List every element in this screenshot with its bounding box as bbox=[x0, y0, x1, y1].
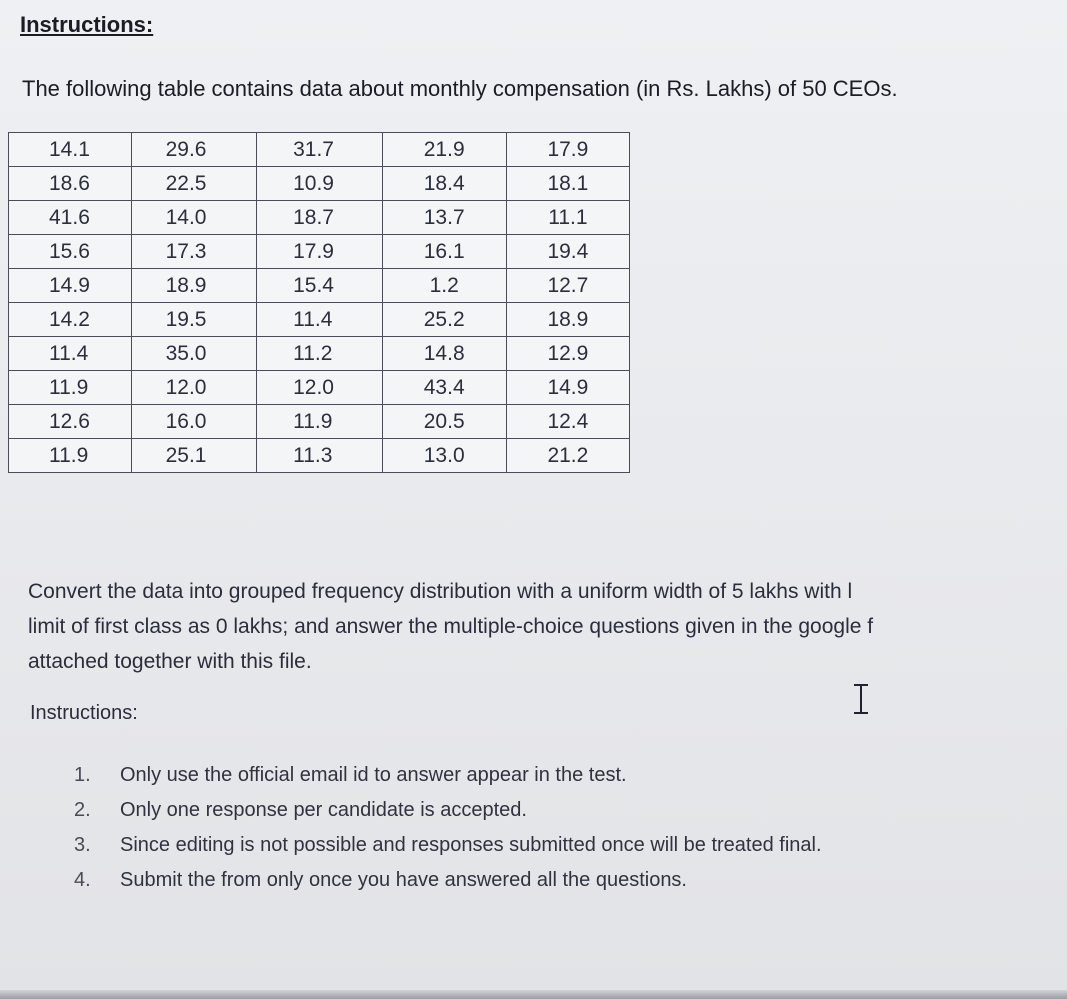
paragraph-line: attached together with this file. bbox=[28, 650, 312, 673]
table-row bbox=[9, 439, 630, 473]
table-cell: 18.9 bbox=[131, 269, 257, 303]
intro-text: The following table contains data about monthly compensation (in Rs. Lakhs) of 50 CEOs. bbox=[22, 76, 898, 101]
table-cell: 10.9 bbox=[257, 167, 383, 201]
compensation-table bbox=[8, 132, 630, 473]
table-cell: 12.6 bbox=[9, 405, 132, 439]
table-row bbox=[9, 371, 630, 405]
table-cell: 17.3 bbox=[131, 235, 257, 269]
table-cell: 25.1 bbox=[131, 439, 257, 473]
table-cell: 18.4 bbox=[382, 167, 506, 201]
table-cell: 41.6 bbox=[9, 201, 132, 235]
table-cell: 18.9 bbox=[506, 303, 629, 337]
list-item-number: 4. bbox=[74, 869, 91, 891]
task-paragraph bbox=[28, 574, 1067, 679]
table-cell: 11.2 bbox=[257, 337, 383, 371]
list-item-number: 3. bbox=[74, 834, 91, 856]
list-item-text: Since editing is not possible and responses submitted once will be treated final. bbox=[120, 834, 822, 856]
paragraph-line: limit of first class as 0 lakhs; and answer the multiple-choice questions given in the google f bbox=[28, 615, 874, 638]
list-item bbox=[74, 758, 822, 793]
table-cell: 13.0 bbox=[382, 439, 506, 473]
table-cell: 12.4 bbox=[506, 405, 629, 439]
table-cell: 35.0 bbox=[131, 337, 257, 371]
list-item bbox=[74, 793, 822, 828]
table-cell: 14.9 bbox=[506, 371, 629, 405]
table-cell: 25.2 bbox=[382, 303, 506, 337]
table-cell: 16.1 bbox=[382, 235, 506, 269]
table-row bbox=[9, 167, 630, 201]
table-cell: 14.9 bbox=[9, 269, 132, 303]
table-cell: 18.1 bbox=[506, 167, 629, 201]
screen-bezel bbox=[0, 990, 1067, 999]
table-cell: 11.3 bbox=[257, 439, 383, 473]
table-cell: 22.5 bbox=[131, 167, 257, 201]
table-cell: 19.4 bbox=[506, 235, 629, 269]
list-item bbox=[74, 828, 822, 863]
table-cell: 20.5 bbox=[382, 405, 506, 439]
table-row bbox=[9, 235, 630, 269]
table-cell: 14.0 bbox=[131, 201, 257, 235]
table-row bbox=[9, 201, 630, 235]
table-cell: 17.9 bbox=[506, 133, 629, 167]
list-item-number: 1. bbox=[74, 764, 91, 786]
table-cell: 21.2 bbox=[506, 439, 629, 473]
table-cell: 11.4 bbox=[257, 303, 383, 337]
table-row bbox=[9, 337, 630, 371]
table-cell: 12.9 bbox=[506, 337, 629, 371]
instructions-list bbox=[74, 758, 822, 898]
table-row bbox=[9, 303, 630, 337]
table-cell: 15.4 bbox=[257, 269, 383, 303]
table-cell: 11.4 bbox=[9, 337, 132, 371]
table-cell: 11.1 bbox=[506, 201, 629, 235]
table-cell: 21.9 bbox=[382, 133, 506, 167]
table-cell: 11.9 bbox=[9, 439, 132, 473]
list-item-number: 2. bbox=[74, 799, 91, 821]
table-cell: 14.2 bbox=[9, 303, 132, 337]
table-row bbox=[9, 133, 630, 167]
paragraph-line: Convert the data into grouped frequency distribution with a uniform width of 5 lakhs with l bbox=[28, 580, 853, 603]
table-cell: 12.0 bbox=[257, 371, 383, 405]
table-cell: 18.6 bbox=[9, 167, 132, 201]
table-cell: 14.1 bbox=[9, 133, 132, 167]
table-cell: 29.6 bbox=[131, 133, 257, 167]
table-cell: 12.7 bbox=[506, 269, 629, 303]
table-row bbox=[9, 405, 630, 439]
table-cell: 14.8 bbox=[382, 337, 506, 371]
table-cell: 1.2 bbox=[382, 269, 506, 303]
page-heading: Instructions: bbox=[20, 12, 154, 37]
table-cell: 43.4 bbox=[382, 371, 506, 405]
table-cell: 11.9 bbox=[257, 405, 383, 439]
table-cell: 19.5 bbox=[131, 303, 257, 337]
list-item-text: Only one response per candidate is accepted. bbox=[120, 799, 527, 821]
instructions-label: Instructions: bbox=[30, 702, 138, 724]
table-cell: 31.7 bbox=[257, 133, 383, 167]
table-cell: 12.0 bbox=[131, 371, 257, 405]
table-cell: 16.0 bbox=[131, 405, 257, 439]
list-item-text: Submit the from only once you have answered all the questions. bbox=[120, 869, 687, 891]
table-cell: 17.9 bbox=[257, 235, 383, 269]
text-cursor-icon bbox=[850, 683, 872, 715]
table-cell: 15.6 bbox=[9, 235, 132, 269]
list-item-text: Only use the official email id to answer appear in the test. bbox=[120, 764, 627, 786]
table-cell: 18.7 bbox=[257, 201, 383, 235]
table-cell: 13.7 bbox=[382, 201, 506, 235]
list-item bbox=[74, 863, 822, 898]
table-cell: 11.9 bbox=[9, 371, 132, 405]
table-row bbox=[9, 269, 630, 303]
